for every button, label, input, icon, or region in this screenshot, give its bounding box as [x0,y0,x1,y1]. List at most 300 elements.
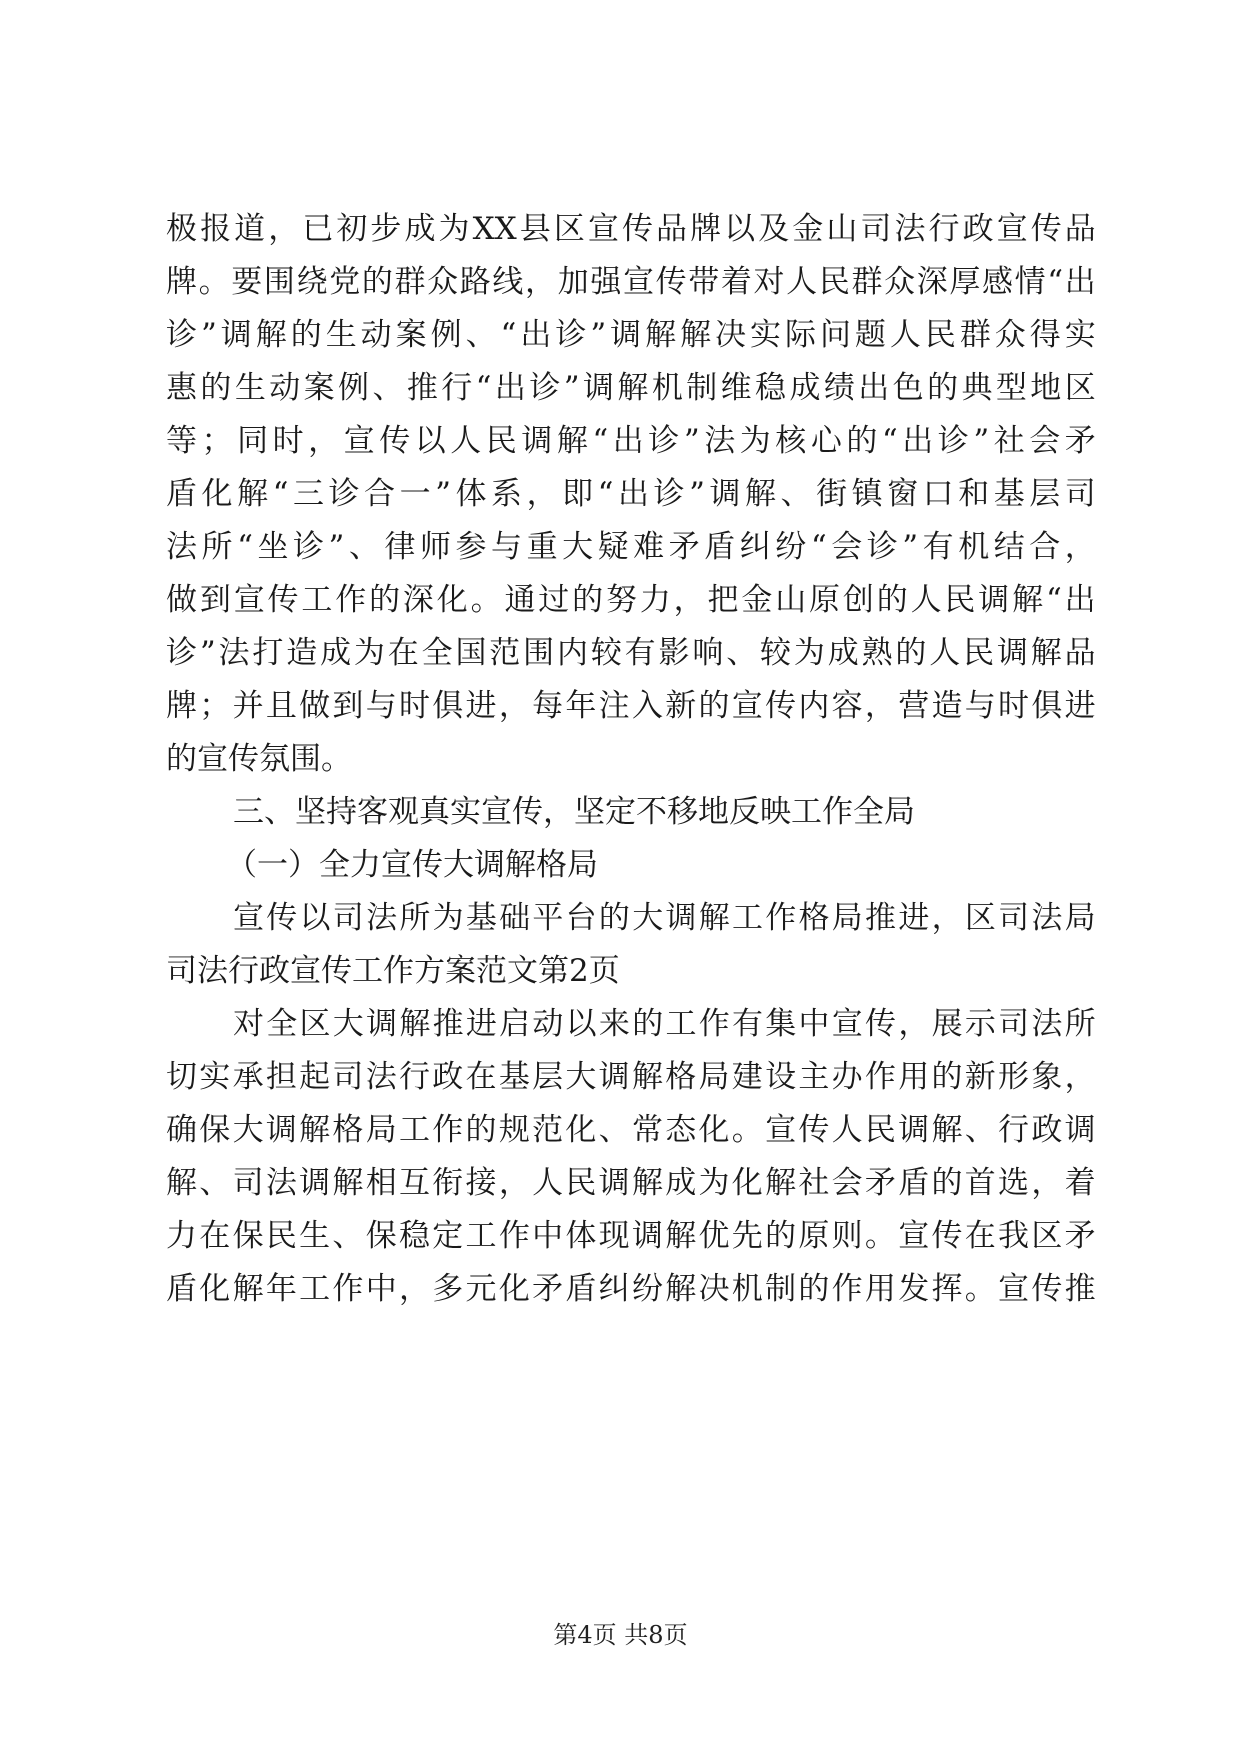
glyph: 法 [366,900,398,936]
body-line [166,527,1096,567]
glyph: 三 [292,476,324,512]
glyph: 成 [665,1165,697,1201]
glyph: 有 [624,635,656,671]
glyph: 型 [995,370,1027,406]
glyph: 与 [964,688,996,724]
glyph: 接 [465,1165,497,1201]
glyph: 的 [290,317,322,353]
glyph: 规 [498,1112,530,1148]
body-line [166,1216,1096,1256]
glyph: 街 [816,476,848,512]
glyph: 解 [665,1218,697,1254]
glyph: 品 [656,211,688,247]
glyph: 行 [398,1059,430,1095]
glyph: 基 [993,476,1025,512]
glyph: 态 [665,1112,697,1148]
glyph: 局 [365,1112,397,1148]
glyph: 宣 [622,264,654,300]
glyph: 宣 [731,688,763,724]
glyph: 推 [432,1006,464,1042]
glyph: 法 [894,211,926,247]
body-line [233,898,1096,938]
glyph: 营 [898,688,930,724]
glyph: 会 [1029,423,1061,459]
glyph: 所 [201,529,233,565]
glyph: 格 [798,900,830,936]
glyph: 造 [286,635,318,671]
glyph: 解 [399,1006,431,1042]
glyph: 人 [532,1165,564,1201]
glyph: 造 [931,688,963,724]
glyph: 的 [895,635,927,671]
glyph: “ [272,476,289,512]
glyph: 群 [394,264,426,300]
glyph: 深 [402,582,434,618]
glyph: 国 [455,635,487,671]
glyph: 入 [631,688,663,724]
glyph: 大 [565,1059,597,1095]
glyph: 深 [916,264,948,300]
glyph: ， [1064,1059,1096,1095]
glyph: 出 [902,423,934,459]
glyph: 现 [598,1218,630,1254]
glyph: 工 [731,900,763,936]
glyph: 诊 [166,635,197,671]
glyph: 则 [831,1218,863,1254]
glyph: ” [973,423,990,459]
glyph: ， [498,1165,530,1201]
glyph: 司 [1064,476,1096,512]
glyph: 担 [265,1059,297,1095]
glyph: 山 [775,582,807,618]
glyph: 区 [299,1006,331,1042]
glyph: 调 [265,1112,297,1148]
glyph: 出 [618,476,650,512]
glyph: 实 [750,317,782,353]
glyph: ” [590,317,607,353]
glyph: 解 [1030,635,1062,671]
glyph: 大 [332,1006,364,1042]
glyph: 元 [465,1271,497,1307]
glyph: 解 [631,1059,663,1095]
glyph: 。 [864,1218,896,1254]
glyph: 法 [1031,1006,1063,1042]
glyph: 全 [266,1006,298,1042]
glyph: 牌 [166,264,197,300]
glyph: 纷 [775,529,807,565]
glyph: 调 [598,1059,630,1095]
glyph: 机 [958,529,990,565]
glyph: 山 [826,211,858,247]
glyph: 年 [565,688,597,724]
glyph: 、 [372,370,404,406]
glyph: 诊 [653,476,685,512]
glyph: 作 [432,1112,464,1148]
glyph: 化 [498,1271,530,1307]
glyph: 传 [798,1112,830,1148]
glyph: 先 [731,1218,763,1254]
glyph: 民 [963,635,995,671]
glyph: 进 [898,900,930,936]
glyph: 的 [765,1218,797,1254]
glyph: 区 [553,211,585,247]
glyph: 。 [964,1271,996,1307]
glyph: 为 [438,211,470,247]
glyph: 诊 [555,317,587,353]
glyph: 范 [532,1112,564,1148]
glyph: ， [1064,529,1096,565]
glyph: 较 [590,635,622,671]
glyph: 情 [1014,264,1046,300]
glyph: 窗 [887,476,919,512]
body-line [166,1163,1096,1203]
glyph: 推 [865,900,897,936]
glyph: 影 [658,635,690,671]
glyph: 的 [361,264,393,300]
glyph: 作 [335,582,367,618]
glyph: 矛 [532,1271,564,1307]
glyph: 解 [745,476,776,512]
glyph: 、 [598,1112,630,1148]
glyph: 原 [809,582,841,618]
glyph: 工 [301,582,333,618]
glyph: 、 [964,1112,996,1148]
glyph: 人 [889,317,921,353]
glyph: 作 [864,1059,896,1095]
glyph: 诊 [866,529,898,565]
glyph: 较 [760,635,792,671]
glyph: 极 [166,211,197,247]
glyph: 牌 [166,688,197,724]
glyph: 工 [665,1006,697,1042]
glyph: 。 [470,582,502,618]
glyph: 会 [831,1165,863,1201]
glyph: 众 [994,317,1026,353]
glyph: 党 [329,264,361,300]
glyph: 绕 [296,264,328,300]
glyph: 传 [865,1006,897,1042]
glyph: 成 [320,635,352,671]
glyph: 口 [922,476,954,512]
glyph: 道 [234,211,266,247]
glyph: 诊 [292,529,324,565]
glyph: 努 [605,582,637,618]
glyph: 展 [931,1006,963,1042]
glyph: 调 [598,1165,630,1201]
glyph: ， [931,900,963,936]
glyph: 创 [842,582,874,618]
glyph: 出 [520,317,552,353]
glyph: 局 [698,1059,730,1095]
glyph: 同 [237,423,269,459]
glyph: 法 [1031,900,1063,936]
glyph: 宣 [996,211,1028,247]
glyph: 核 [775,423,807,459]
glyph: 通 [504,582,536,618]
glyph: 重 [526,529,558,565]
glyph: 司 [332,900,364,936]
glyph: 启 [499,1006,531,1042]
glyph: 社 [993,423,1025,459]
glyph: 、 [726,635,758,671]
glyph: 层 [1029,476,1061,512]
glyph: 保 [199,1112,231,1148]
glyph: 、 [465,317,497,353]
glyph: “ [592,423,609,459]
glyph: 起 [299,1059,331,1095]
glyph: 所 [399,900,431,936]
glyph: ” [200,317,217,353]
body-line [233,1004,1096,1044]
glyph: 和 [958,476,990,512]
glyph: 定 [432,1218,464,1254]
glyph: 盾 [898,1165,930,1201]
glyph: 原 [798,1218,830,1254]
glyph: 着 [1064,1165,1096,1201]
glyph: 的 [598,900,630,936]
glyph: 区 [964,900,996,936]
glyph: 牌 [690,211,722,247]
glyph: 格 [665,1059,697,1095]
glyph: 为 [353,635,385,671]
glyph: 诊 [648,423,680,459]
glyph: 的 [798,1271,830,1307]
glyph: 解 [765,1165,797,1201]
glyph: 诊 [937,423,969,459]
glyph: 际 [784,317,816,353]
glyph: 调 [299,1165,331,1201]
glyph: 有 [922,529,954,565]
glyph: 俱 [1031,688,1063,724]
glyph: 民 [565,1165,597,1201]
glyph: 的 [465,1112,497,1148]
glyph: ， [498,688,530,724]
glyph: 感 [982,264,1014,300]
glyph: 解 [931,1112,963,1148]
glyph: ” [328,529,345,565]
glyph: 即 [562,476,594,512]
glyph: 宣 [587,211,619,247]
glyph: 厚 [949,264,981,300]
glyph: 群 [959,317,991,353]
glyph: 层 [532,1059,564,1095]
glyph: 出 [494,370,526,406]
glyph: 优 [698,1218,730,1254]
glyph: 绩 [823,370,855,406]
glyph: 法 [265,1165,297,1201]
glyph: 解 [556,423,588,459]
glyph: 心 [810,423,842,459]
glyph: 调 [709,476,741,512]
glyph: 合 [1029,529,1061,565]
glyph: 要 [231,264,263,300]
glyph: 盾 [166,1271,197,1307]
glyph: 为 [432,900,464,936]
body-line [166,474,1096,514]
glyph: 动 [360,317,392,353]
glyph: 稳 [755,370,787,406]
glyph: 衔 [432,1165,464,1201]
glyph: 的 [632,1006,664,1042]
glyph: 典 [961,370,993,406]
glyph: 力 [166,1218,197,1254]
glyph: 作 [498,1218,530,1254]
glyph: 得 [1029,317,1061,353]
glyph: 法 [166,529,197,565]
glyph: 民 [864,1112,896,1148]
glyph: 的 [931,1059,963,1095]
glyph: “ [597,476,614,512]
glyph: 司 [332,1059,364,1095]
glyph: 保 [232,1218,264,1254]
glyph: 生 [325,317,357,353]
glyph: 镇 [851,476,883,512]
glyph: 解 [617,370,649,406]
glyph: 矛 [668,529,700,565]
glyph: 矛 [864,1165,896,1201]
glyph: 注 [598,688,630,724]
glyph: 金 [741,582,773,618]
body-line [166,315,1096,355]
glyph: 传 [267,582,299,618]
glyph: 与 [491,529,523,565]
glyph: 把 [707,582,739,618]
glyph: 新 [964,1059,996,1095]
glyph: 推 [406,370,438,406]
glyph: 工 [398,1112,430,1148]
glyph: 出 [1064,582,1096,618]
body-line [166,209,1096,249]
glyph: 坐 [257,529,289,565]
glyph: 形 [998,1059,1030,1095]
glyph: 打 [252,635,284,671]
glyph: 及 [758,211,790,247]
body-line [166,421,1096,461]
glyph: 实 [199,1059,231,1095]
glyph: 。 [731,1112,763,1148]
glyph: 时 [398,688,430,724]
glyph: 决 [698,1271,730,1307]
glyph: ， [398,1271,430,1307]
glyph: 县 [519,211,551,247]
glyph: 生 [234,370,266,406]
glyph: 础 [499,900,531,936]
glyph: 传 [621,211,653,247]
glyph: 工 [465,1218,497,1254]
glyph: 确 [166,1112,197,1148]
glyph: 平 [532,900,564,936]
glyph: 围 [263,264,295,300]
glyph: 机 [651,370,683,406]
glyph: 民 [944,582,976,618]
glyph: 出 [1064,264,1096,300]
glyph: ” [435,476,451,512]
glyph: 动 [269,370,301,406]
glyph: 维 [720,370,752,406]
glyph: 解 [332,1165,364,1201]
glyph: 解 [645,317,677,353]
glyph: 政 [962,211,994,247]
glyph: 区 [1031,1218,1063,1254]
section-heading: 三、坚持客观真实宣传，坚定不移地反映工作全局 [233,794,915,830]
body-line [166,368,1096,408]
glyph: 的 [698,688,730,724]
glyph: 相 [365,1165,397,1201]
glyph: 宣 [233,582,265,618]
glyph: 人 [786,264,818,300]
glyph: 对 [233,1006,264,1042]
glyph: 师 [419,529,451,565]
glyph: “ [475,370,492,406]
glyph: 品 [1064,211,1096,247]
glyph: 作 [698,1006,730,1042]
glyph: 民 [818,264,850,300]
glyph: 律 [384,529,416,565]
glyph: 调 [898,1112,930,1148]
glyph: 的 [200,370,232,406]
glyph: 宣 [765,1112,797,1148]
glyph: 民 [265,1218,297,1254]
glyph: 带 [688,264,720,300]
body-line [166,686,1096,726]
glyph: 主 [798,1059,830,1095]
glyph: 并 [232,688,264,724]
glyph: ， [864,688,896,724]
glyph: 作 [332,1271,364,1307]
glyph: 民 [485,423,517,459]
glyph: 调 [366,1006,398,1042]
glyph: 人 [929,635,961,671]
glyph: 发 [898,1271,930,1307]
glyph: 以 [724,211,756,247]
glyph: 案 [395,317,427,353]
glyph: 在 [964,1218,996,1254]
glyph: “ [1047,264,1064,300]
glyph: 行 [998,1112,1030,1148]
glyph: 一 [399,476,431,512]
glyph: 调 [220,317,252,353]
glyph: 会 [831,529,863,565]
glyph: 结 [993,529,1025,565]
glyph: 传 [931,1218,963,1254]
glyph: 用 [864,1271,896,1307]
glyph: 首 [964,1165,996,1201]
glyph: 用 [898,1059,930,1095]
glyph: 难 [633,529,665,565]
glyph: 已 [302,211,334,247]
glyph: 调 [583,370,614,406]
glyph: 例 [430,317,462,353]
glyph: 格 [332,1112,364,1148]
glyph: 制 [686,370,718,406]
glyph: 承 [232,1059,264,1095]
glyph: ， [308,423,340,459]
glyph: 调 [631,1218,663,1254]
glyph: 解 [680,317,712,353]
glyph: “ [810,529,827,565]
glyph: 俱 [432,688,464,724]
body-line [166,1269,1096,1309]
glyph: 在 [199,1218,231,1254]
glyph: 司 [860,211,892,247]
glyph: 集 [765,1006,797,1042]
glyph: 的 [572,582,604,618]
glyph: 基 [498,1059,530,1095]
glyph: 内 [556,635,588,671]
glyph: 进 [465,1006,497,1042]
glyph: 化 [201,476,233,512]
glyph: 调 [665,900,697,936]
